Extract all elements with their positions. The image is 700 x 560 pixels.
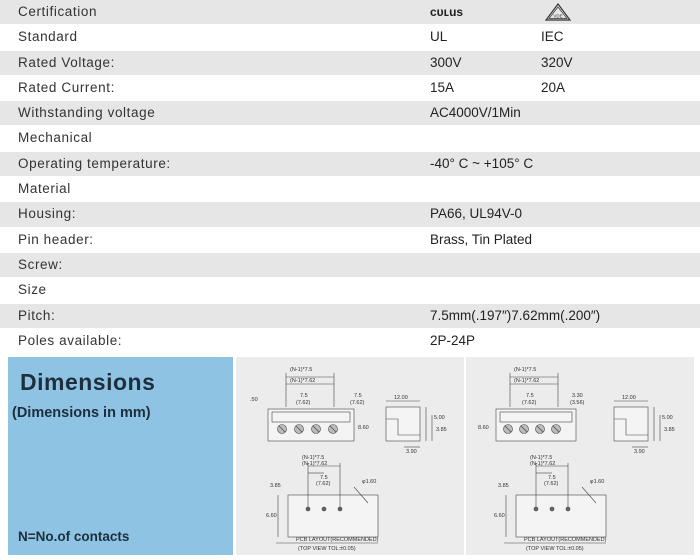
spec-row-pitch — [0, 304, 700, 329]
pcb-layout-caption: PCB LAYOUT(RECOMMENDED) — [524, 537, 607, 543]
spec-row-standard — [0, 25, 700, 50]
dim-label: 8.60 — [358, 425, 369, 431]
tolerance-caption: (TOP VIEW TOL:±0.05) — [298, 546, 356, 552]
spec-row-certification — [0, 0, 700, 25]
spec-value: 2P-24P — [430, 332, 476, 348]
drawing-left — [236, 357, 464, 555]
dimensions-title: Dimensions — [20, 369, 156, 395]
dim-label: (7.62) — [296, 400, 311, 406]
tolerance-caption: (TOP VIEW TOL:±0.05) — [526, 546, 584, 552]
dim-label: 3.85 — [436, 427, 447, 433]
spec-value-ul: UL — [430, 29, 448, 45]
spec-value-ul: 300V — [430, 54, 462, 70]
spec-label: Pin header: — [18, 231, 94, 247]
spec-section-heading: Mechanical — [18, 130, 93, 146]
dim-label: (N-1)*7.5 — [530, 455, 553, 461]
spec-value: 7.5mm(.197″)7.62mm(.200″) — [430, 307, 601, 323]
spec-value: -40° C ~ +105° C — [430, 155, 534, 171]
spec-section-heading: Size — [18, 282, 47, 298]
dim-label: (3.56) — [570, 400, 585, 406]
spec-label: Rated Voltage: — [18, 54, 115, 70]
dim-label: (7.62) — [522, 400, 537, 406]
spec-section-heading: Material — [18, 181, 71, 197]
dim-label: 5.00 — [662, 415, 673, 421]
dim-label: 7.5 — [548, 475, 556, 481]
spec-label: Housing: — [18, 206, 77, 222]
drawing-right — [466, 357, 694, 555]
dim-label: (N-1)*7.62 — [514, 378, 540, 384]
dim-label: 3.85 — [270, 483, 281, 489]
spec-label: Screw: — [18, 256, 63, 272]
spec-label: Withstanding voltage — [18, 105, 156, 121]
dim-label: (N-1)*7.62 — [290, 378, 316, 384]
dimensions-subtitle: (Dimensions in mm) — [12, 405, 151, 421]
spec-row-housing — [0, 202, 700, 227]
dim-label: (N-1)*7.5 — [514, 367, 537, 373]
spec-row-operating-temperature — [0, 152, 700, 177]
dim-label: 3.90 — [406, 449, 417, 455]
dim-label: .50 — [250, 397, 258, 403]
spec-value-iec: 20A — [541, 79, 566, 95]
spec-row-poles-available — [0, 329, 700, 353]
spec-row-screw — [0, 253, 700, 278]
spec-row-rated-voltage — [0, 51, 700, 76]
dim-label: (7.62) — [544, 481, 559, 487]
dim-label: (N-1)*7.5 — [290, 367, 313, 373]
spec-row-material — [0, 177, 700, 202]
dim-label: φ1.60 — [362, 479, 377, 485]
dim-label: 12.00 — [394, 395, 408, 401]
spec-label: Standard — [18, 29, 78, 45]
spec-label: Rated Current: — [18, 79, 115, 95]
spec-row-rated-current — [0, 76, 700, 101]
dim-label: 7.5 — [526, 393, 534, 399]
dim-label: 7.5 — [300, 393, 308, 399]
dim-label: (7.62) — [316, 481, 331, 487]
spec-value: Brass, Tin Plated — [430, 231, 533, 247]
spec-value: AC4000V/1Min — [430, 105, 521, 121]
dim-label: (7.62) — [350, 400, 365, 406]
dim-label: 7.5 — [354, 393, 362, 399]
spec-value-iec: IEC — [541, 29, 564, 45]
spec-value-ul: 15A — [430, 79, 455, 95]
spec-value: PA66, UL94V-0 — [430, 206, 523, 222]
dim-label: 8.60 — [478, 425, 489, 431]
vde-logo-text: VDE — [553, 13, 563, 19]
dim-label: (N-1)*7.62 — [530, 461, 556, 467]
pcb-layout-caption: PCB LAYOUT(RECOMMENDED) — [296, 537, 379, 543]
spec-row-pin-header — [0, 228, 700, 253]
spec-label: Operating temperature: — [18, 155, 171, 171]
spec-row-withstanding-voltage — [0, 101, 700, 126]
spec-value-iec: 320V — [541, 54, 573, 70]
vde-triangle-icon — [545, 3, 571, 21]
dim-label: (N-1)*7.62 — [302, 461, 328, 467]
dim-label: 7.5 — [320, 475, 328, 481]
dim-label: 3.85 — [498, 483, 509, 489]
spec-label: Pitch: — [18, 307, 56, 323]
dim-label: 3.85 — [664, 427, 675, 433]
spec-label: Poles available: — [18, 332, 123, 348]
spec-label: Certification — [18, 4, 98, 19]
dim-label: 5.00 — [434, 415, 445, 421]
dimensions-footnote: N=No.of contacts — [18, 529, 130, 544]
dim-label: 3.30 — [572, 393, 583, 399]
technical-drawing-left — [236, 357, 464, 555]
dim-label: 3.90 — [634, 449, 645, 455]
spec-row-mechanical — [0, 126, 700, 151]
dim-label: 6.60 — [266, 513, 277, 519]
dim-label: 12.00 — [622, 395, 636, 401]
spec-row-size — [0, 278, 700, 303]
ul-cert-logo: ᴄᴜʟus — [430, 5, 464, 19]
dim-label: (N-1)*7.5 — [302, 455, 325, 461]
dimensions-panel — [8, 357, 233, 555]
dim-label: φ1.60 — [590, 479, 605, 485]
dim-label: 6.60 — [494, 513, 505, 519]
technical-drawing-right — [466, 357, 694, 555]
